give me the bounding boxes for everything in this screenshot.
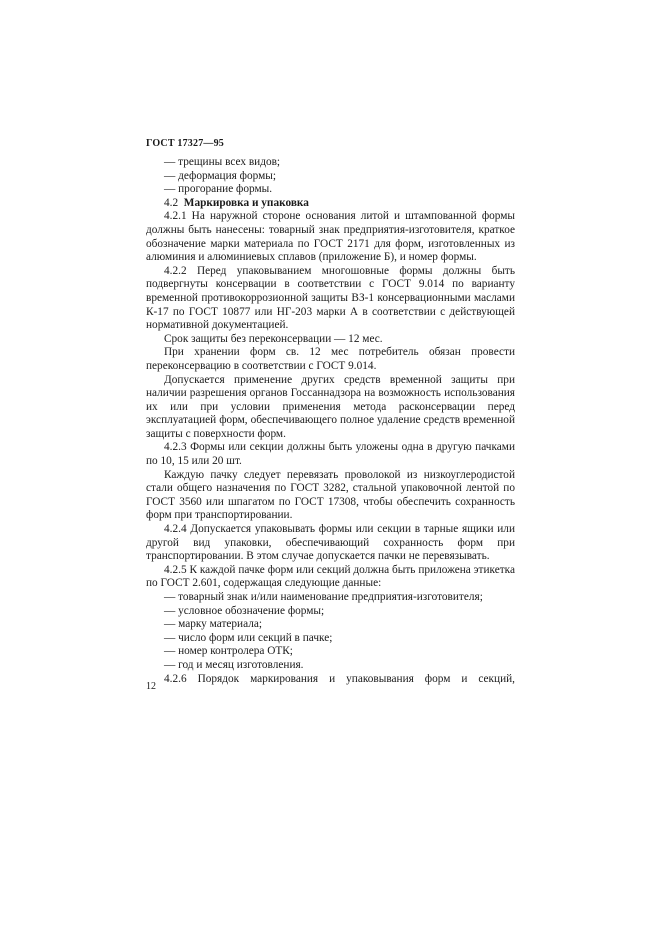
document-body	[146, 156, 515, 686]
paragraph: 4.2.5 К каждой пачке форм или секций должна быть приложена этикетка по ГОСТ 2.601, содержащая следующие данные:	[146, 563, 515, 590]
paragraph: — трещины всех видов;	[164, 156, 281, 168]
paragraph: Допускается применение других средств временной защиты при наличии разрешения органов Госсаннадзора на возможность использования их или при условии применения метода расконсервации перед эксплуатацией форм, обеспечивающего полное удаление средств временной защиты с поверхности форм.	[146, 373, 515, 440]
paragraph: 4.2.1 На наружной стороне основания литой и штампованной формы должны быть нанесены: товарный знак предприятия-изготовителя, краткое обозначение марки материала по ГОСТ 2171 для форм, изготовленных из алюминия и алюминиевых сплавов (приложение Б), и номер формы.	[146, 210, 515, 264]
paragraph: При хранении форм св. 12 мес потребитель обязан провести переконсервацию в соответствии с ГОСТ 9.014.	[146, 346, 515, 372]
section-heading	[146, 197, 515, 211]
paragraph: — число форм или секций в пачке;	[164, 631, 333, 644]
paragraph: — деформация формы;	[164, 169, 276, 182]
paragraph: — условное обозначение формы;	[164, 604, 325, 617]
section-title: Маркировка и упаковка	[183, 196, 309, 209]
paragraph: — год и месяц изготовления.	[164, 658, 304, 671]
paragraph: Каждую пачку следует перевязать проволокой из низкоуглеродистой стали общего назначения по ГОСТ 3282, стальной упаковочной лентой по ГОСТ 3560 или шпагатом по ГОСТ 17308, чтобы обеспечить сохранность форм при транспортировании.	[146, 468, 515, 522]
paragraph: — товарный знак и/или наименование предприятия-изготовителя;	[164, 591, 483, 603]
paragraph: — номер контролера ОТК;	[164, 645, 293, 658]
paragraph: 4.2.4 Допускается упаковывать формы или секции в тарные ящики или другой вид упаковки, обеспечивающий сохранность форм при транспортировании. В этом случае допускается пачки не перевязывать.	[146, 523, 515, 563]
paragraph: Срок защиты без переконсервации — 12 мес.	[164, 332, 383, 345]
paragraph: — прогорание формы.	[164, 183, 273, 196]
paragraph: — марку материала;	[164, 618, 262, 631]
paragraph: 4.2.2 Перед упаковыванием многошовные формы должны быть подвергнуты консервации в соответствии с ГОСТ 9.014 по варианту временной противокоррозионной защиты ВЗ-1 консервационными маслами К-17 по ГОСТ 10877 или НГ-203 марки А в соответствии с действующей нормативной документацией.	[146, 264, 515, 332]
page-number: 12	[146, 681, 156, 692]
page-header: ГОСТ 17327—95	[146, 138, 225, 149]
section-number: 4.2	[164, 196, 179, 209]
paragraph: 4.2.3 Формы или секции должны быть уложены одна в другую пачками по 10, 15 или 20 шт.	[146, 441, 515, 468]
paragraph: 4.2.6 Порядок маркирования и упаковывания форм и секций,	[164, 672, 515, 685]
